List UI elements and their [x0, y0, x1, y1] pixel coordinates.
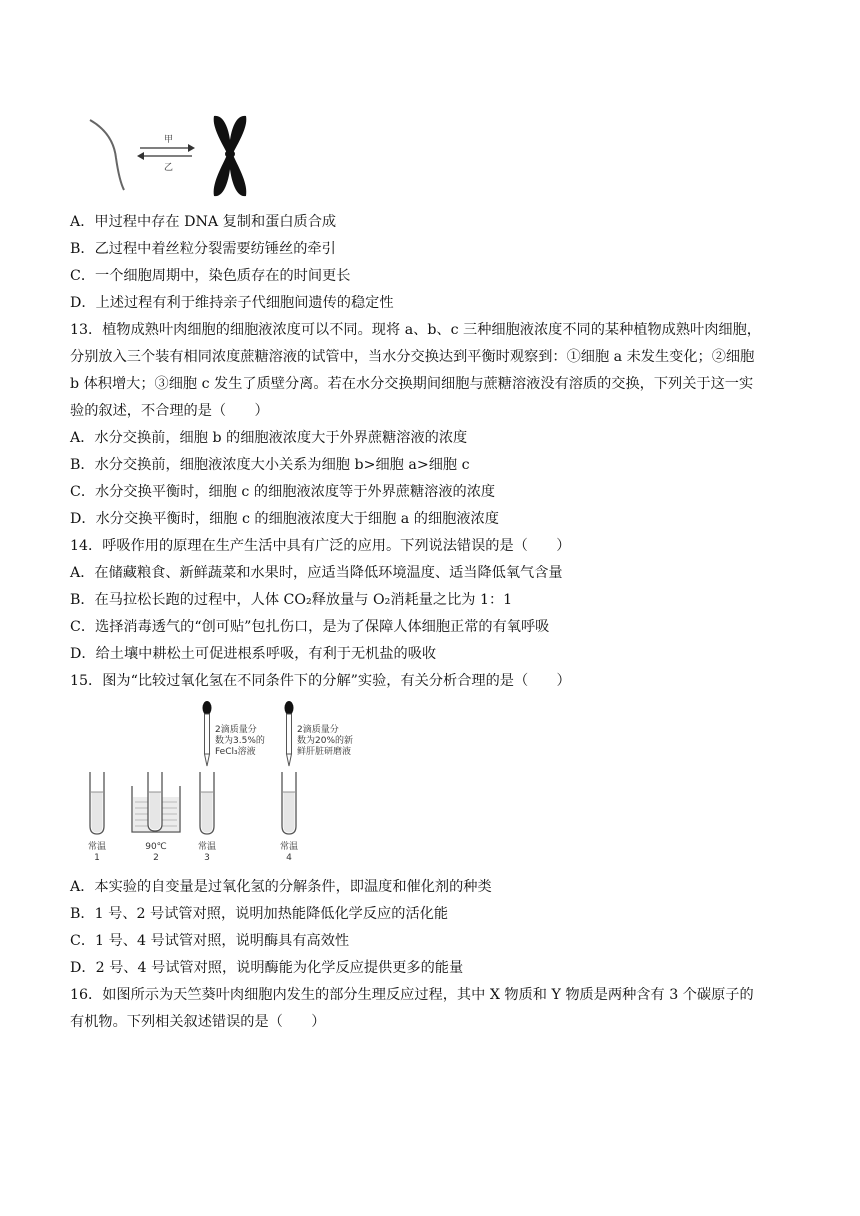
q13-option-b: B．水分交换前，细胞液浓度大小关系为细胞 b>细胞 a>细胞 c [70, 457, 470, 473]
test-tube-2 [148, 772, 162, 831]
tube-2-number: 2 [153, 853, 159, 863]
q13-stem-line-3: b 体积增大；③细胞 c 发生了质壁分离。若在水分交换期间细胞与蔗糖溶液没有溶质的交换，下列关于这一实 [70, 376, 754, 392]
tube-3-condition: 常温 [197, 842, 217, 852]
tube-4-condition: 常温 [279, 842, 299, 852]
q13-stem-line-2: 分别放入三个装有相同浓度蔗糖溶液的试管中，当水分交换达到平衡时观察到：①细胞 a 未发生变化；②细胞 [70, 349, 755, 365]
q13-stem-line-4: 验的叙述，不合理的是（ ） [70, 403, 269, 419]
test-tube-1 [90, 772, 104, 834]
q14-option-a: A．在储藏粮食、新鲜蔬菜和水果时，应适当降低环境温度、适当降低氧气含量 [70, 565, 563, 581]
q15-stem: 15．图为“比较过氧化氢在不同条件下的分解”实验，有关分析合理的是（ ） [70, 673, 571, 689]
dropper-1-label-line-1: 2滴质量分 [215, 725, 257, 735]
q13-option-a: A．水分交换前，细胞 b 的细胞液浓度大于外界蔗糖溶液的浓度 [70, 430, 468, 446]
test-tube-4 [282, 772, 296, 834]
q15-option-b: B．1 号、2 号试管对照，说明加热能降低化学反应的活化能 [70, 906, 449, 922]
q14-stem: 14．呼吸作用的原理在生产生活中具有广泛的应用。下列说法错误的是（ ） [70, 538, 571, 554]
q12-option-b: B．乙过程中着丝粒分裂需要纺锤丝的牵引 [70, 241, 336, 257]
tube-3-number: 3 [204, 853, 210, 863]
q16-stem-line-1: 16．如图所示为天竺葵叶肉细胞内发生的部分生理反应过程，其中 X 物质和 Y 物质是两种含有 3 个碳原子的 [70, 987, 754, 1003]
dropper-1-label-line-2: 数为3.5%的 [215, 736, 265, 746]
tube-4-number: 4 [286, 853, 292, 863]
q13-stem-line-1: 13．植物成熟叶肉细胞的细胞液浓度可以不同。现将 a、b、c 三种细胞液浓度不同的某种植物成熟叶肉细胞， [70, 322, 761, 338]
q12-option-c: C．一个细胞周期中，染色质存在的时间更长 [70, 268, 351, 284]
chromatin-chromosome-figure [84, 110, 254, 200]
arrow-label-yi: 乙 [164, 163, 174, 173]
tube-2-condition: 90℃ [145, 842, 167, 852]
q12-option-a: A．甲过程中存在 DNA 复制和蛋白质合成 [70, 214, 337, 230]
chromosome-x [214, 116, 247, 196]
q14-option-d: D．给土壤中耕松土可促进根系呼吸，有利于无机盐的吸收 [70, 646, 437, 662]
hydrogen-peroxide-experiment-figure [78, 700, 378, 865]
q16-stem-line-2: 有机物。下列相关叙述错误的是（ ） [70, 1014, 326, 1030]
dropper-2-label-line-2: 数为20%的新 [297, 736, 354, 746]
chromatin-thread [90, 120, 124, 190]
q14-option-b: B．在马拉松长跑的过程中，人体 CO₂释放量与 O₂消耗量之比为 1：1 [70, 592, 513, 608]
dropper-2-label-line-1: 2滴质量分 [297, 725, 339, 735]
q15-option-d: D．2 号、4 号试管对照，说明酶能为化学反应提供更多的能量 [70, 960, 464, 976]
dropper-2-label-line-3: 鲜肝脏研磨液 [297, 747, 352, 757]
q13-option-d: D．水分交换平衡时，细胞 c 的细胞液浓度大于细胞 a 的细胞液浓度 [70, 511, 499, 527]
q15-option-a: A．本实验的自变量是过氧化氢的分解条件，即温度和催化剂的种类 [70, 879, 492, 895]
dropper-1 [203, 701, 212, 766]
q15-option-c: C．1 号、4 号试管对照，说明酶具有高效性 [70, 933, 350, 949]
q13-option-c: C．水分交换平衡时，细胞 c 的细胞液浓度等于外界蔗糖溶液的浓度 [70, 484, 496, 500]
q14-option-c: C．选择消毒透气的“创可贴”包扎伤口，是为了保障人体细胞正常的有氧呼吸 [70, 619, 550, 635]
dropper-1-label-line-3: FeCl₃溶液 [215, 747, 256, 757]
tube-1-condition: 常温 [87, 842, 107, 852]
tube-1-number: 1 [94, 853, 100, 863]
test-tube-3 [200, 772, 214, 834]
q12-option-d: D．上述过程有利于维持亲子代细胞间遗传的稳定性 [70, 295, 394, 311]
dropper-2 [285, 701, 294, 766]
arrow-label-jia: 甲 [164, 135, 174, 145]
